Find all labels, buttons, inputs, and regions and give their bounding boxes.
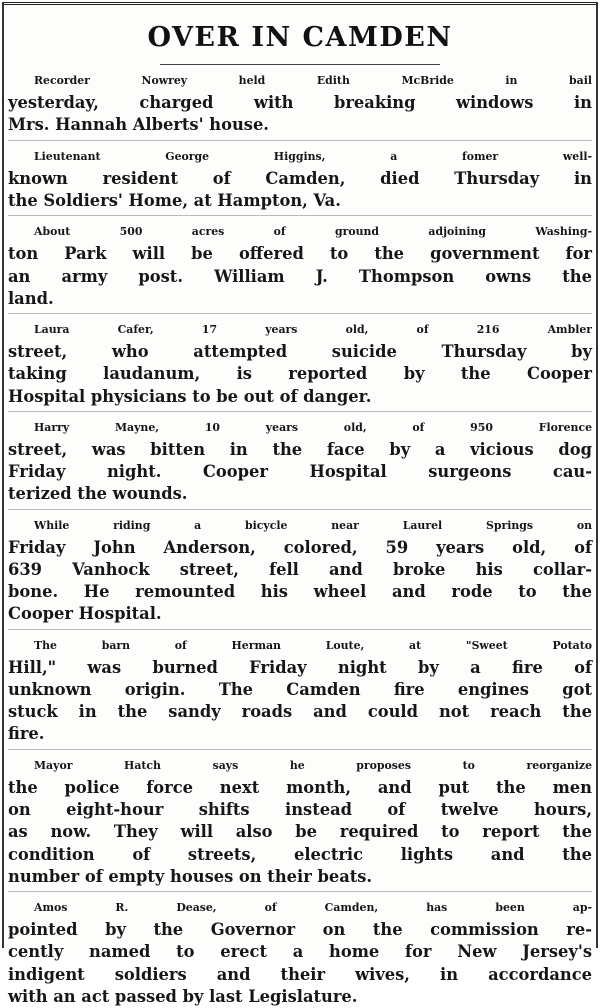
news-item-line: Amos R. Dease, of Camden, has been ap- xyxy=(34,900,592,914)
item-separator xyxy=(8,629,592,630)
news-items xyxy=(8,70,592,1008)
news-item-line: an army post. William J. Thompson owns the xyxy=(8,266,592,286)
news-item-line: condition of streets, electric lights and the xyxy=(8,844,592,864)
news-item-line: About 500 acres of ground adjoining Washing- xyxy=(34,225,592,239)
news-item-line: Hill," was burned Friday night by a fire of xyxy=(8,657,592,677)
news-item-line: known resident of Camden, died Thursday in xyxy=(8,168,592,188)
news-item-line: the Soldiers' Home, at Hampton, Va. xyxy=(8,191,341,211)
news-item-line: pointed by the Governor on the commission re- xyxy=(8,920,592,940)
news-item-line: Friday night. Cooper Hospital surgeons cau- xyxy=(8,462,592,482)
top-border-rule xyxy=(2,2,598,5)
news-item xyxy=(8,515,592,626)
news-item-line: While riding a bicycle near Laurel Springs on xyxy=(34,518,592,532)
news-item-line: number of empty houses on their beats. xyxy=(8,866,373,886)
news-item-line: Harry Mayne, 10 years old, of 950 Florence xyxy=(34,420,592,434)
news-item-line: cently named to erect a home for New Jersey's xyxy=(8,942,592,962)
item-separator xyxy=(8,891,592,892)
news-item xyxy=(8,146,592,213)
news-item-line: on eight-hour shifts instead of twelve hours, xyxy=(8,800,592,820)
news-item-line: with an act passed by last Legislature. xyxy=(8,986,358,1006)
headline-underline xyxy=(160,64,440,65)
news-item-line: unknown origin. The Camden fire engines got xyxy=(8,680,592,700)
news-item-line: Mrs. Hannah Alberts' house. xyxy=(8,115,269,135)
news-item-line: Mayor Hatch says he proposes to reorganize xyxy=(34,758,592,772)
news-item xyxy=(8,897,592,1008)
news-item xyxy=(8,417,592,506)
news-item-line: Recorder Nowrey held Edith McBride in bail xyxy=(34,74,592,87)
item-separator xyxy=(8,411,592,412)
news-item-line: indigent soldiers and their wives, in accordance xyxy=(8,964,592,984)
headline: OVER IN CAMDEN xyxy=(147,22,453,53)
news-item-line: stuck in the sandy roads and could not reach the xyxy=(8,702,592,722)
item-separator xyxy=(8,215,592,216)
news-item xyxy=(8,319,592,408)
news-item-line: Laura Cafer, 17 years old, of 216 Ambler xyxy=(34,323,592,337)
news-item-line: street, was bitten in the face by a vicious dog xyxy=(8,440,592,460)
news-item-line: taking laudanum, is reported by the Cooper xyxy=(8,364,592,384)
news-item-line: yesterday, charged with breaking windows in xyxy=(8,93,592,113)
news-item-line: street, who attempted suicide Thursday by xyxy=(8,342,592,362)
news-item xyxy=(8,221,592,310)
item-separator xyxy=(8,313,592,314)
news-item-line: The barn of Herman Loute, at "Sweet Potato xyxy=(34,638,592,652)
news-item-line: the police force next month, and put the men xyxy=(8,777,592,797)
news-item-line: as now. They will also be required to report the xyxy=(8,822,592,842)
left-column-rule xyxy=(2,2,4,948)
news-item-line: Hospital physicians to be out of danger. xyxy=(8,386,372,406)
news-item-line: Cooper Hospital. xyxy=(8,604,162,624)
news-item xyxy=(8,635,592,746)
right-column-rule xyxy=(596,2,598,948)
news-item-line: terized the wounds. xyxy=(8,484,188,504)
news-item xyxy=(8,755,592,888)
news-item-line: ton Park will be offered to the government for xyxy=(8,244,592,264)
news-item-line: Lieutenant George Higgins, a fomer well- xyxy=(34,149,592,163)
item-separator xyxy=(8,749,592,750)
item-separator xyxy=(8,509,592,510)
item-separator xyxy=(8,140,592,141)
news-item-line: fire. xyxy=(8,724,45,744)
news-item-line: Friday John Anderson, colored, 59 years old, of xyxy=(8,537,592,557)
news-item-line: land. xyxy=(8,288,54,308)
news-item-line: 639 Vanhock street, fell and broke his collar- xyxy=(8,560,592,580)
news-item-line: bone. He remounted his wheel and rode to the xyxy=(8,582,592,602)
news-item xyxy=(8,70,592,137)
